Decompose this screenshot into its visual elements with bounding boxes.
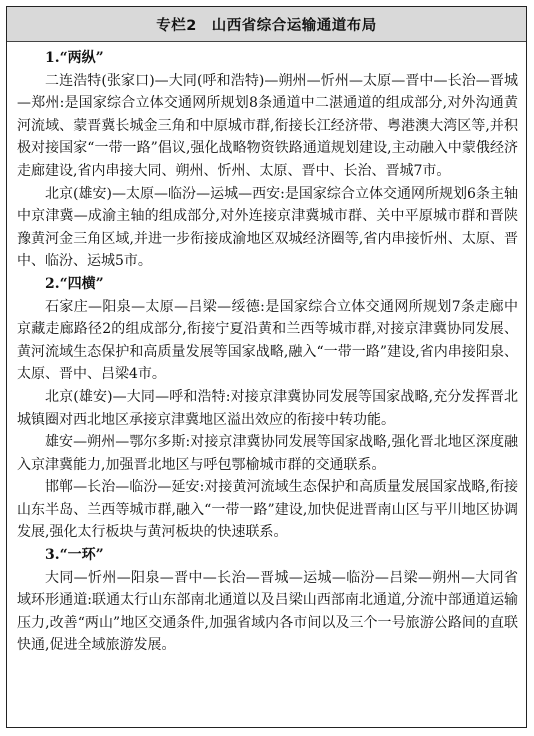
- section-heading-one-ring: 3.“一环”: [45, 547, 104, 564]
- paragraph-beijing-hohhot: 北京(雄安)—大同—呼和浩特:对接京津冀协同发展等国家战略,充分发挥晋北城镇圈对西北地区承接京津冀地区溢出效应的衔接中转功能。: [17, 388, 518, 428]
- column-title-bar: [7, 7, 526, 42]
- paragraph-xiongan-ordos: 雄安—朔州—鄂尔多斯:对接京津冀协同发展等国家战略,强化晋北地区深度融入京津冀能力,加强晋北地区与呼包鄂榆城市群的交通联系。: [17, 434, 518, 473]
- section-heading-four-horizontal: 2.“四横”: [45, 275, 104, 292]
- section-heading-two-vertical: 1.“两纵”: [45, 50, 104, 66]
- paragraph-provincial-ring: 大同—忻州—阳泉—晋中—长治—晋城—运城—临汾—吕梁—朔州—大同省域环形通道:联通太行山东部南北通道以及吕梁山西部南北通道,分流中部通道运输压力,改善“两山”地区交通条件,加强省域内各市间以及三个一号旅游公路间的直联快通,促进全域旅游发展。: [17, 569, 518, 654]
- column-content: [17, 47, 518, 657]
- paragraph-handan-yanan: 邯郸—长治—临汾—延安:对接黄河流域生态保护和高质量发展国家战略,衔接山东半岛、兰西等城市群,融入“一带一路”建设,加快促进晋南山区与平川地区协调发展,强化太行板块与黄河板块的快速联系。: [17, 479, 518, 541]
- column-title: 专栏2 山西省综合运输通道布局: [156, 17, 377, 34]
- paragraph-erlian-zhengzhou: 二连浩特(张家口)—大同(呼和浩特)—朔州—忻州—太原—晋中—长治—晋城—郑州:是国家综合立体交通网所规划8条通道中二湛通道的组成部分,对外沟通黄河流域、蒙晋冀长城金三角和中原城市群,衔接长江经济带、粤港澳大湾区等,并积极对接国家“一带一路”倡议,强化战略物资铁路通道规划建设,主动融入中蒙俄经济走廊建设,省内串接大同、朔州、忻州、太原、晋中、长治、晋城7市。: [17, 72, 518, 179]
- paragraph-beijing-xian: 北京(雄安)—太原—临汾—运城—西安:是国家综合立体交通网所规划6条主轴中京津冀—成渝主轴的组成部分,对外连接京津冀城市群、关中平原城市群和晋陕豫黄河金三角区域,并进一步衔接成渝地区双城经济圈等,省内串接忻州、太原、晋中、临汾、运城5市。: [17, 185, 518, 270]
- paragraph-shijiazhuang-suide: 石家庄—阳泉—太原—吕梁—绥德:是国家综合立体交通网所规划7条走廊中京藏走廊路径2的组成部分,衔接宁夏沿黄和兰西等城市群,对接京津冀协同发展、黄河流域生态保护和高质量发展等国家战略,融入“一带一路”建设,省内串接阳泉、太原、晋中、吕梁4市。: [17, 298, 518, 383]
- column-box: [6, 6, 527, 728]
